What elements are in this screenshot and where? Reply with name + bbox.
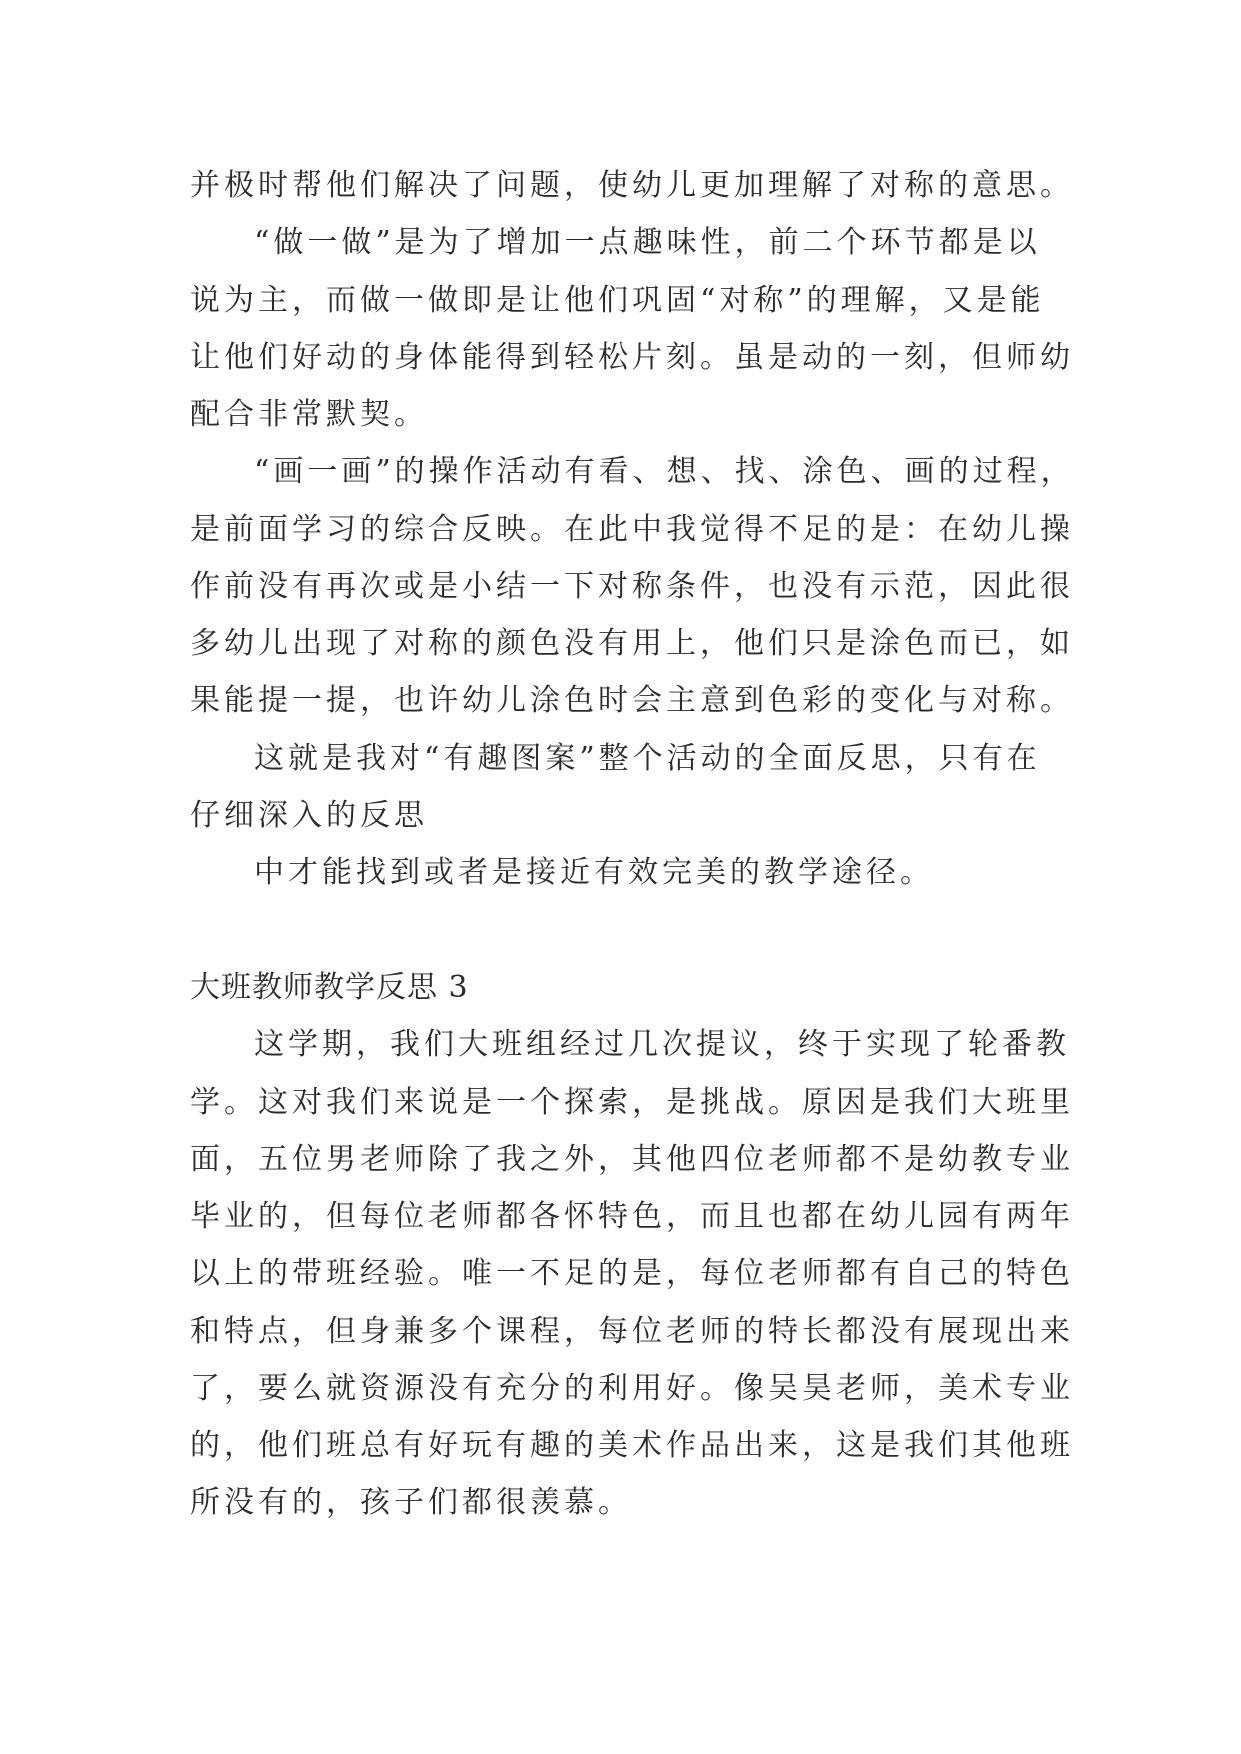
paragraph-1-line-1: 并极时帮他们解决了问题，使幼儿更加理解了对称的意思。	[190, 168, 1074, 203]
paragraph-6-line-3: 面，五位男老师除了我之外，其他四位老师都不是幼教专业	[190, 1142, 1074, 1177]
paragraph-3-line-3: 作前没有再次或是小结一下对称条件，也没有示范，因此很	[190, 569, 1074, 604]
paragraph-3-line-5: 果能提一提，也许幼儿涂色时会主意到色彩的变化与对称。	[190, 683, 1074, 718]
paragraph-2-line-1: “做一做”是为了增加一点趣味性，前二个环节都是以	[254, 225, 1041, 260]
paragraph-3-line-2: 是前面学习的综合反映。在此中我觉得不足的是：在幼儿操	[190, 512, 1074, 547]
paragraph-6-line-9: 所没有的，孩子们都很羡慕。	[190, 1485, 632, 1520]
paragraph-4-line-1: 这就是我对“有趣图案”整个活动的全面反思，只有在	[254, 741, 1041, 776]
paragraph-2-line-2: 说为主，而做一做即是让他们巩固“对称”的理解，又是能	[190, 283, 1045, 318]
paragraph-2-line-3: 让他们好动的身体能得到轻松片刻。虽是动的一刻，但师幼	[190, 340, 1074, 375]
paragraph-6-line-6: 和特点，但身兼多个课程，每位老师的特长都没有展现出来	[190, 1314, 1074, 1349]
paragraph-3-line-4: 多幼儿出现了对称的颜色没有用上，他们只是涂色而已，如	[190, 626, 1074, 661]
paragraph-3-line-1: “画一画”的操作活动有看、想、找、涂色、画的过程，	[254, 454, 1075, 489]
section-heading: 大班教师教学反思 3	[190, 970, 469, 1005]
paragraph-6-line-8: 的，他们班总有好玩有趣的美术作品出来，这是我们其他班	[190, 1428, 1074, 1463]
paragraph-5-line-1: 中才能找到或者是接近有效完美的教学途径。	[254, 855, 934, 890]
paragraph-6-line-5: 以上的带班经验。唯一不足的是，每位老师都有自己的特色	[190, 1256, 1074, 1291]
paragraph-4-line-2: 仔细深入的反思	[190, 798, 428, 833]
paragraph-6-line-2: 学。这对我们来说是一个探索，是挑战。原因是我们大班里	[190, 1085, 1074, 1120]
paragraph-6-line-1: 这学期，我们大班组经过几次提议，终于实现了轮番教	[254, 1027, 1070, 1062]
paragraph-6-line-4: 毕业的，但每位老师都各怀特色，而且也都在幼儿园有两年	[190, 1199, 1074, 1234]
paragraph-2-line-4: 配合非常默契。	[190, 397, 428, 432]
paragraph-6-line-7: 了，要么就资源没有充分的利用好。像吴昊老师，美术专业	[190, 1371, 1074, 1406]
